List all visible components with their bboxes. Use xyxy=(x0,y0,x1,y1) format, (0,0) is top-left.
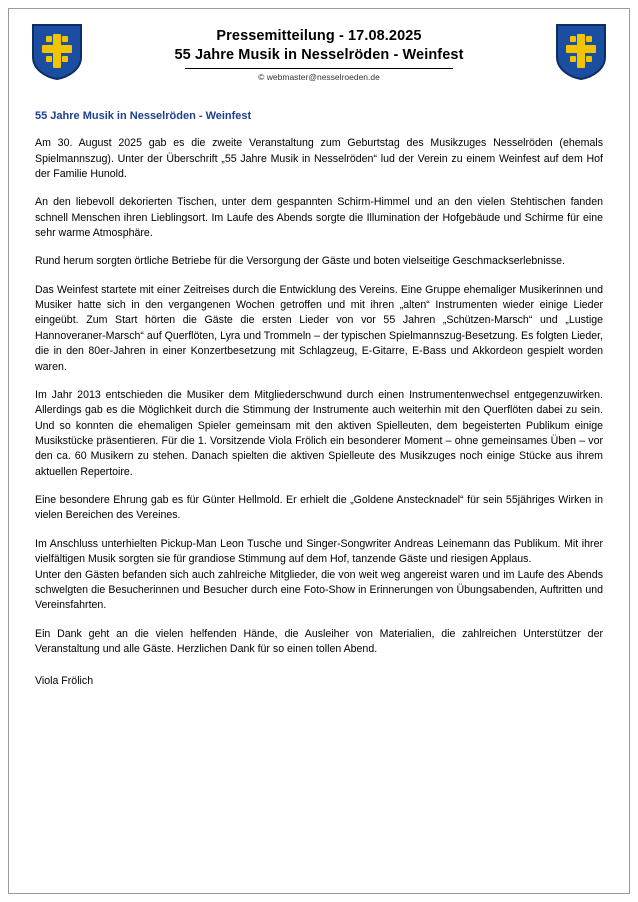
header-divider xyxy=(185,68,453,69)
paragraph: Ein Dank geht an die vielen helfenden Hände, die Ausleiher von Materialien, die zahlreichen Unterstützer der Veranstaltung und alle Gäste. Herzlichen Dank für so einen tollen Abend. xyxy=(35,627,603,655)
coat-of-arms-icon-left xyxy=(31,23,83,81)
document-sheet xyxy=(8,8,630,894)
paragraph: An den liebevoll dekorierten Tischen, unter dem gespannten Schirm-Himmel und an den vielen Stehtischen fanden schnell Menschen ihren Lieblingsort. Im Laufe des Abends sorgte die Illumination der Hofgebäude und Schirme für eine sehr warme Atmosphäre. xyxy=(35,196,603,240)
signature: Viola Frölich xyxy=(35,675,94,688)
paragraph: Im Jahr 2013 entschieden die Musiker dem Mitgliederschwund durch einen Instrumentenwechsel entgegenzuwirken. Allerdings gab es die Möglichkeit durch die Stimmung der Instrumente auch weiterhin mit den Querflöten dabei zu sein. Und so konnten die ehemaligen Spieler gemeinsam mit den aktiven Spielleuten, dem begeisterten Publikum einige Musikstücke präsentieren. Für die 1. Vorsitzende Viola Frölich ein besonderer Moment – ohne gemeinsames Üben – vor den ca. 60 Musikern zu stehen. Danach spielten die aktiven Spielleute des Musikzuges noch einige Stücke aus ihrem aktuellen Repertoire. xyxy=(35,388,603,478)
paragraph: Das Weinfest startete mit einer Zeitreises durch die Entwicklung des Vereins. Eine Gruppe ehemaliger Musikerinnen und Musiker hatte sich in den vergangenen Wochen getroffen und mit ihren „alten“ Instrumenten wieder einige Lieder eingeübt. Zum Start hörten die Gäste die ersten Lieder von vor 55 Jahren „Schützen-Marsch“ und „Lustige Hannoveraner-Marsch“ auf Querflöten, Lyra und Trommeln – der typischen Spielmannszug-Besetzung. Es folgten Lieder, die in den 80er-Jahren in einer Konzertbesetzung mit Schlagzeug, E-Gitarre, E-Bass und Akkordeon gespielt worden waren. xyxy=(35,283,603,373)
header-title-block xyxy=(83,23,555,82)
paragraph: Eine besondere Ehrung gab es für Günter Hellmold. Er erhielt die „Goldene Anstecknadel“ für sein 55jähriges Wirken in vielen Bereichen des Vereines. xyxy=(35,494,603,522)
page-title: 55 Jahre Musik in Nesselröden - Weinfest xyxy=(35,110,252,123)
document-body xyxy=(9,88,629,687)
paragraph: Rund herum sorgten örtliche Betriebe für die Versorgung der Gäste und boten vielseitige Geschmackserlebnisse. xyxy=(35,255,565,268)
paragraph: Im Anschluss unterhielten Pickup-Man Leon Tusche und Singer-Songwriter Andreas Leinemann das Publikum. Mit ihrer vielfältigen Musik sorgten sie für grandiose Stimmung auf dem Hof, tanzende Gäste und riesigen Applaus. xyxy=(35,537,603,566)
header-email: © webmaster@nesselroeden.de xyxy=(258,72,380,83)
paragraph: Am 30. August 2025 gab es die zweite Veranstaltung zum Geburtstag des Musikzuges Nesselröden (ehemals Spielmannszug). Unter der Überschrift „55 Jahre Musik in Nesselröden“ lud der Verein zu einem Weinfest auf dem Hof der Familie Hunold. xyxy=(35,137,603,180)
coat-of-arms-icon-right xyxy=(555,23,607,81)
paragraph: Unter den Gästen befanden sich auch zahlreiche Mitglieder, die von weit weg angereist waren und im Laufe des Abends schwelgten die Besucherinnen und Besucher durch eine Foto-Show in Erinnerungen von Übungsabenden, Auftritten und Vereinsfahrten. xyxy=(35,568,603,612)
header-title-line-1: Pressemitteilung - 17.08.2025 xyxy=(216,28,422,44)
document-header xyxy=(9,9,629,88)
header-title-line-2: 55 Jahre Musik in Nesselröden - Weinfest xyxy=(174,47,464,64)
